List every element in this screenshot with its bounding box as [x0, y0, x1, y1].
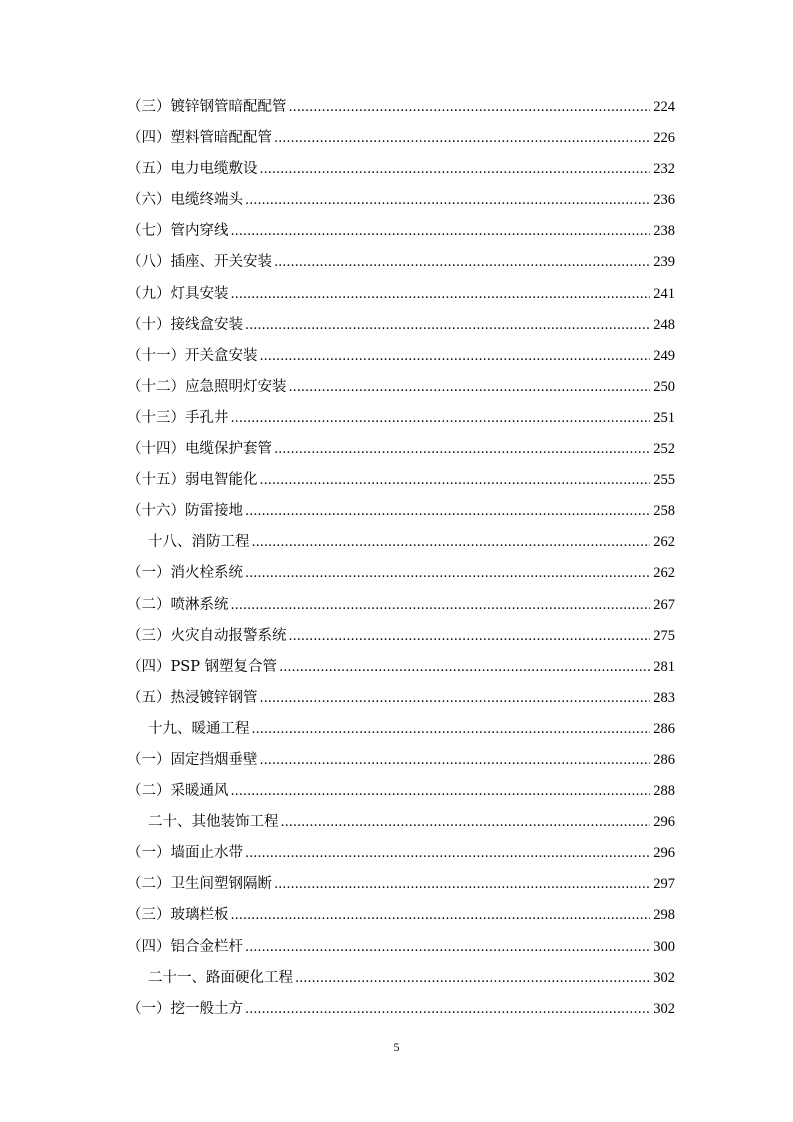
dot-leader: [289, 621, 651, 652]
toc-entry[interactable]: [127, 807, 675, 838]
toc-entry-title: （一）固定挡烟垂壁: [127, 751, 258, 768]
toc-entry[interactable]: [127, 465, 675, 496]
toc-entry[interactable]: [127, 558, 675, 589]
toc-entry-title: （三）玻璃栏板: [127, 907, 229, 924]
toc-entry-page: 262: [653, 565, 675, 582]
toc-entry-title: （一）墙面止水带: [127, 845, 243, 862]
toc-entry[interactable]: [127, 932, 675, 963]
dot-leader: [231, 279, 651, 310]
toc-entry[interactable]: [127, 527, 675, 558]
dot-leader: [260, 341, 651, 372]
toc-entry-title: （二）喷淋系统: [127, 596, 229, 613]
toc-entry-title: （二）采暖通风: [127, 783, 229, 800]
toc-entry-title: （四）PSP 钢塑复合管: [127, 658, 278, 675]
toc-entry[interactable]: [127, 185, 675, 216]
dot-leader: [231, 403, 651, 434]
toc-entry-page: 302: [653, 969, 675, 986]
dot-leader: [279, 652, 650, 683]
toc-entry-page: 258: [653, 503, 675, 520]
toc-entry[interactable]: [127, 154, 675, 185]
dot-leader: [245, 310, 650, 341]
toc-entry-page: 241: [653, 285, 675, 302]
toc-entry-page: 288: [653, 783, 675, 800]
dot-leader: [260, 683, 651, 714]
toc-entry-page: 275: [653, 627, 675, 644]
toc-entry-title: （十二）应急照明灯安装: [127, 378, 287, 395]
toc-entry[interactable]: [127, 310, 675, 341]
toc-entry-page: 251: [653, 409, 675, 426]
toc-entry[interactable]: [127, 279, 675, 310]
dot-leader: [289, 92, 651, 123]
toc-entry-page: 255: [653, 472, 675, 489]
toc-entry-title: （一）挖一般土方: [127, 1000, 243, 1017]
toc-entry-title: （十）接线盒安装: [127, 316, 243, 333]
toc-entry-page: 262: [653, 534, 675, 551]
toc-entry-page: 249: [653, 347, 675, 364]
toc-entry-page: 250: [653, 378, 675, 395]
toc-entry[interactable]: [127, 216, 675, 247]
toc-entry-title: （三）镀锌钢管暗配配管: [127, 99, 287, 115]
toc-entry-page: 286: [653, 751, 675, 768]
table-of-contents: [127, 92, 675, 1025]
toc-entry-title: （七）管内穿线: [127, 223, 229, 240]
toc-entry-page: 296: [653, 814, 675, 831]
toc-entry-title: （五）热浸镀锌钢管: [127, 689, 258, 706]
toc-entry-page: 296: [653, 845, 675, 862]
dot-leader: [252, 714, 651, 745]
dot-leader: [260, 465, 651, 496]
dot-leader: [274, 869, 650, 900]
toc-entry-page: 298: [653, 907, 675, 924]
dot-leader: [289, 372, 651, 403]
toc-entry-title: （十三）手孔井: [127, 409, 229, 426]
dot-leader: [231, 590, 651, 621]
dot-leader: [245, 496, 650, 527]
toc-entry[interactable]: [127, 123, 675, 154]
toc-entry-page: 283: [653, 689, 675, 706]
dot-leader: [231, 216, 651, 247]
toc-entry-title: 二十一、路面硬化工程: [148, 969, 293, 986]
toc-entry[interactable]: [127, 745, 675, 776]
toc-entry[interactable]: [127, 869, 675, 900]
toc-entry[interactable]: [127, 683, 675, 714]
toc-entry-page: 248: [653, 316, 675, 333]
dot-leader: [245, 838, 650, 869]
toc-entry[interactable]: [127, 372, 675, 403]
toc-entry-title: （二）卫生间塑钢隔断: [127, 876, 272, 893]
dot-leader: [252, 527, 651, 558]
dot-leader: [231, 900, 651, 931]
toc-entry-page: 236: [653, 192, 675, 209]
toc-entry-page: 239: [653, 254, 675, 271]
toc-entry-title: 二十、其他装饰工程: [148, 814, 279, 831]
toc-entry[interactable]: [127, 403, 675, 434]
toc-entry[interactable]: [127, 341, 675, 372]
toc-entry[interactable]: [127, 590, 675, 621]
toc-entry-title: 十八、消防工程: [148, 534, 250, 551]
toc-entry-page: 300: [653, 938, 675, 955]
toc-entry-page: 302: [653, 1000, 675, 1017]
toc-entry-page: 267: [653, 596, 675, 613]
toc-entry[interactable]: [127, 247, 675, 278]
toc-entry-title: （一）消火栓系统: [127, 565, 243, 582]
dot-leader: [274, 123, 650, 154]
toc-entry[interactable]: [127, 994, 675, 1025]
toc-entry[interactable]: [127, 652, 675, 683]
dot-leader: [260, 154, 651, 185]
toc-entry[interactable]: [127, 434, 675, 465]
dot-leader: [245, 185, 650, 216]
toc-entry[interactable]: [127, 776, 675, 807]
toc-entry-title: 十九、暖通工程: [148, 720, 250, 737]
dot-leader: [245, 558, 650, 589]
page-number: 5: [393, 1040, 400, 1054]
dot-leader: [245, 932, 650, 963]
toc-entry-page: 252: [653, 441, 675, 458]
toc-entry-title: （十一）开关盒安装: [127, 347, 258, 364]
toc-entry-page: 224: [653, 99, 675, 115]
toc-entry[interactable]: [127, 621, 675, 652]
toc-entry-page: 297: [653, 876, 675, 893]
dot-leader: [231, 776, 651, 807]
toc-entry[interactable]: [127, 92, 675, 123]
toc-entry-page: 238: [653, 223, 675, 240]
toc-entry-page: 226: [653, 130, 675, 147]
dot-leader: [274, 434, 650, 465]
toc-entry-page: 281: [653, 658, 675, 675]
toc-entry-title: （十四）电缆保护套管: [127, 441, 272, 458]
toc-entry-title: （五）电力电缆敷设: [127, 161, 258, 178]
toc-entry[interactable]: [127, 838, 675, 869]
dot-leader: [274, 247, 650, 278]
toc-entry[interactable]: [127, 496, 675, 527]
toc-entry-title: （四）铝合金栏杆: [127, 938, 243, 955]
toc-entry-title: （十六）防雷接地: [127, 503, 243, 520]
toc-entry-title: （四）塑料管暗配配管: [127, 130, 272, 147]
dot-leader: [295, 963, 650, 994]
toc-entry-page: 286: [653, 720, 675, 737]
toc-entry[interactable]: [127, 900, 675, 931]
toc-entry-title: （八）插座、开关安装: [127, 254, 272, 271]
toc-entry-title: （九）灯具安装: [127, 285, 229, 302]
toc-entry[interactable]: [127, 714, 675, 745]
dot-leader: [260, 745, 651, 776]
toc-entry-title: （三）火灾自动报警系统: [127, 627, 287, 644]
toc-entry-page: 232: [653, 161, 675, 178]
toc-entry[interactable]: [127, 963, 675, 994]
dot-leader: [281, 807, 651, 838]
dot-leader: [245, 994, 650, 1025]
toc-entry-title: （十五）弱电智能化: [127, 472, 258, 489]
toc-entry-title: （六）电缆终端头: [127, 192, 243, 209]
